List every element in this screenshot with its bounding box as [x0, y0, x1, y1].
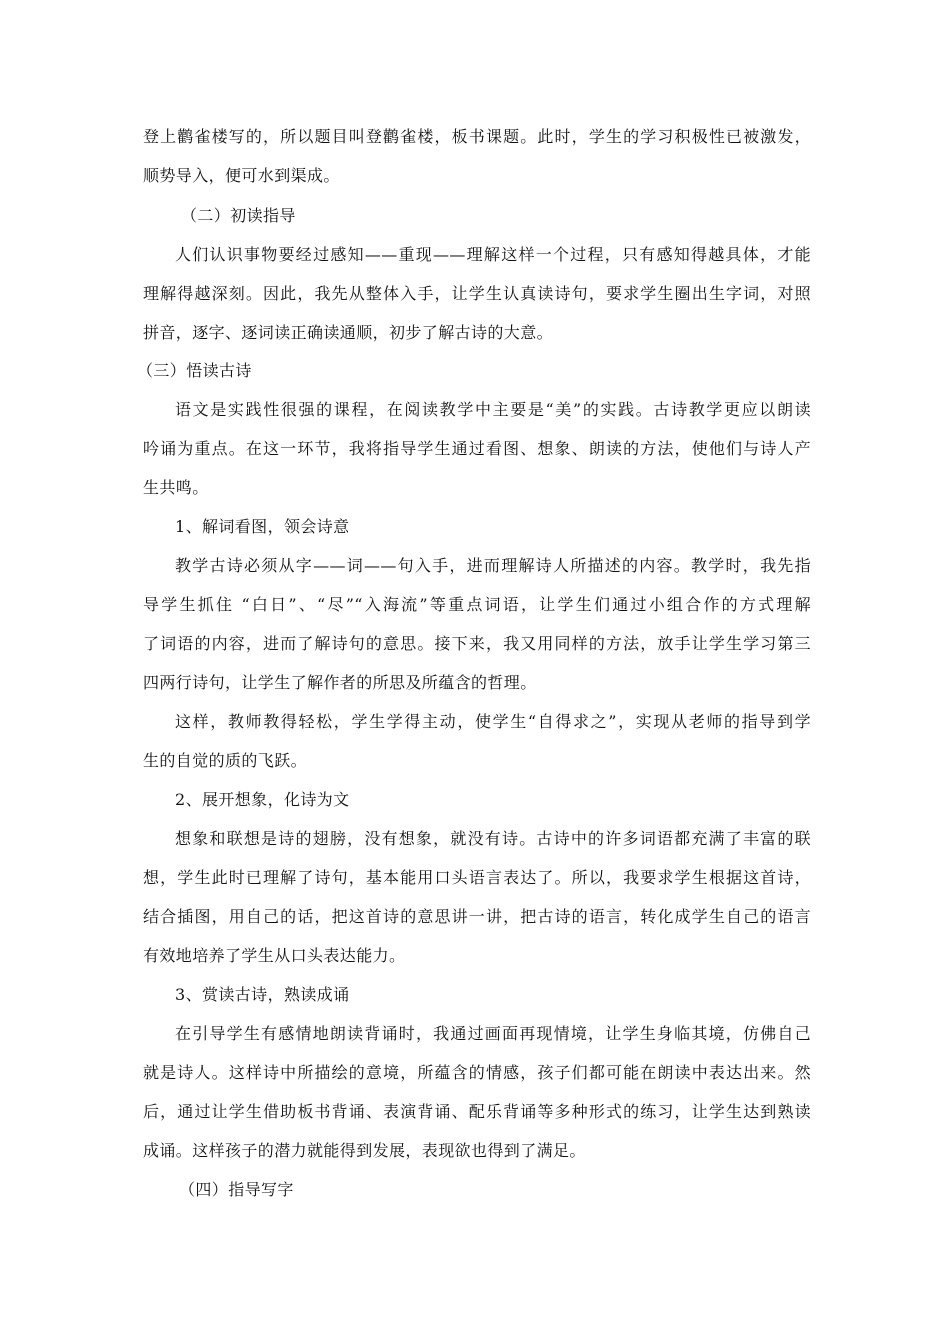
- subheading-3: 3、赏读古诗，熟读成诵: [175, 985, 350, 1004]
- section-heading-3: （三）悟读古诗: [137, 361, 252, 380]
- paragraph-line: 四两行诗句，让学生了解作者的所思及所蕴含的哲理。: [143, 673, 537, 692]
- paragraph-line: 有效地培养了学生从口头表达能力。: [143, 946, 406, 965]
- paragraph-line: 人们认识事物要经过感知——重现——理解这样一个过程，只有感知得越具体，才能: [175, 245, 811, 264]
- paragraph-line: 结合插图，用自己的话，把这首诗的意思讲一讲，把古诗的语言，转化成学生自己的语言: [143, 907, 811, 926]
- paragraph-line: 教学古诗必须从字——词——句入手，进而理解诗人所描述的内容。教学时，我先指: [175, 556, 811, 575]
- paragraph-line: 生的自觉的质的飞跃。: [143, 751, 308, 770]
- paragraph-line: 导学生抓住 “白日”、“尽”“入海流”等重点词语，让学生们通过小组合作的方式理解: [143, 595, 811, 614]
- paragraph-line: 登上鹳雀楼写的，所以题目叫登鹳雀楼，板书课题。此时，学生的学习积极性已被激发，: [143, 127, 811, 146]
- paragraph-line: 了词语的内容，进而了解诗句的意思。接下来，我又用同样的方法，放手让学生学习第三: [143, 634, 811, 653]
- paragraph-line: 后，通过让学生借助板书背诵、表演背诵、配乐背诵等多种形式的练习，让学生达到熟读: [143, 1102, 811, 1121]
- subheading-2: 2、展开想象，化诗为文: [175, 790, 350, 809]
- paragraph-line: 成诵。这样孩子的潜力就能得到发展，表现欲也得到了满足。: [143, 1141, 586, 1160]
- paragraph-line: 想，学生此时已理解了诗句，基本能用口头语言表达了。所以，我要求学生根据这首诗，: [143, 868, 811, 887]
- paragraph-line: 顺势导入，便可水到渠成。: [143, 166, 340, 185]
- paragraph-line: 在引导学生有感情地朗读背诵时，我通过画面再现情境，让学生身临其境，仿佛自己: [175, 1024, 811, 1043]
- paragraph-line: 吟诵为重点。在这一环节，我将指导学生通过看图、想象、朗读的方法，使他们与诗人产: [143, 439, 811, 458]
- paragraph-line: 拼音，逐字、逐词读正确读通顺，初步了解古诗的大意。: [143, 323, 554, 342]
- paragraph-line: 想象和联想是诗的翅膀，没有想象，就没有诗。古诗中的许多词语都充满了丰富的联: [175, 829, 811, 848]
- paragraph-line: 就是诗人。这样诗中所描绘的意境，所蕴含的情感，孩子们都可能在朗读中表达出来。然: [143, 1063, 811, 1082]
- paragraph-line: 生共鸣。: [143, 478, 209, 497]
- paragraph-line: 理解得越深刻。因此，我先从整体入手，让学生认真读诗句，要求学生圈出生字词，对照: [143, 284, 811, 303]
- paragraph-line: 语文是实践性很强的课程，在阅读教学中主要是“美”的实践。古诗教学更应以朗读: [175, 400, 811, 419]
- section-heading-2: （二）初读指导: [181, 206, 296, 225]
- section-heading-4: （四）指导写字: [179, 1180, 294, 1199]
- subheading-1: 1、解词看图，领会诗意: [175, 517, 350, 536]
- paragraph-line: 这样，教师教得轻松，学生学得主动，使学生“自得求之”，实现从老师的指导到学: [175, 712, 811, 731]
